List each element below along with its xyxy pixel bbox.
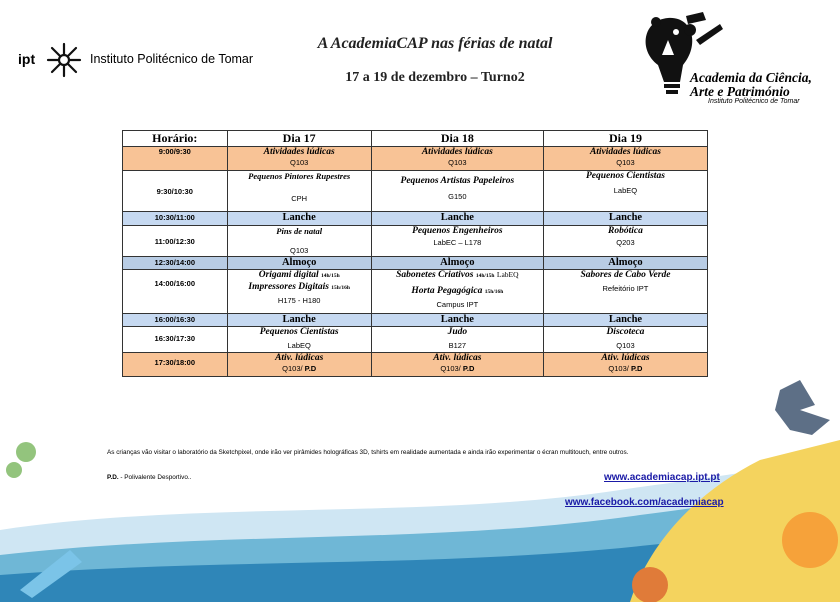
activity-time: 15h/16h [331, 285, 350, 291]
decorative-background-illustration [0, 380, 840, 602]
time-cell: 12:30/14:00 [123, 257, 228, 270]
break-cell: Almoço [543, 257, 707, 270]
ipt-short-name: ipt [18, 51, 36, 67]
activity-cell [543, 226, 707, 257]
time-cell: 14:00/16:00 [123, 270, 228, 314]
time-cell: 11:00/12:30 [123, 226, 228, 257]
activity-title: Sabonetes Criativos [396, 270, 474, 280]
activity-name: Pequenos Cientistas [585, 171, 665, 181]
activity-cell [543, 353, 707, 377]
activity-cell [371, 327, 543, 353]
activity-name: Judo [447, 327, 468, 337]
ipt-full-name: Instituto Politécnico de Tomar [90, 52, 254, 66]
activity-name: Pequenos Pintores Rupestres [248, 171, 351, 181]
cap-logo-line1: Academia da Ciência, [690, 70, 812, 85]
time-cell: 17:30/18:00 [123, 353, 228, 377]
activity-room: Q103/ [440, 364, 461, 373]
activity-time: 15h/16h [484, 289, 504, 295]
activity-room: Q103/ [608, 364, 629, 373]
pd-text: - Polivalente Desportivo.. [118, 474, 192, 481]
activity-name: Atividades lúdicas [263, 147, 335, 157]
activity-name: Ativ. lúdicas [433, 353, 482, 363]
activity-name: Atividades lúdicas [589, 147, 661, 157]
break-cell: Lanche [227, 314, 371, 327]
activity-cell [227, 327, 371, 353]
activity-cell [543, 171, 707, 212]
table-row [123, 212, 708, 226]
activity-location: Q203 [616, 238, 635, 247]
activity-room: Q103/ [282, 364, 303, 373]
activity-location: H175 - H180 [277, 296, 321, 305]
break-cell: Lanche [371, 314, 543, 327]
cap-logo-line2: Arte e Património [690, 84, 790, 99]
activity-location [228, 364, 371, 373]
time-cell: 16:00/16:30 [123, 314, 228, 327]
activity-location [372, 364, 543, 373]
activity-cell [227, 147, 371, 171]
activity-location: LabEC – L178 [433, 238, 482, 247]
table-row [123, 270, 708, 314]
break-cell: Almoço [227, 257, 371, 270]
activity-pd: P.D [462, 364, 475, 373]
break-cell: Almoço [371, 257, 543, 270]
activity-name: Pins de natal [276, 226, 323, 236]
activity-location: Refeitório IPT [602, 284, 649, 293]
time-cell: 9:30/10:30 [123, 171, 228, 212]
break-cell: Lanche [543, 212, 707, 226]
activity-cell [543, 270, 707, 314]
activity-time: 14h/15h [475, 273, 495, 279]
activity-location [544, 364, 707, 373]
activity-location: Q103 [616, 158, 635, 167]
page-title: A AcademiaCAP nas férias de natal [317, 35, 553, 52]
activity-location: Q103 [616, 341, 635, 350]
time-cell: 9:00/9:30 [123, 147, 228, 171]
activity-cell [371, 147, 543, 171]
activity-name [228, 270, 371, 282]
activity-cell [227, 353, 371, 377]
activity-name: Atividades lúdicas [421, 147, 493, 157]
table-row [123, 314, 708, 327]
activity-name [228, 282, 371, 294]
footer-note: As crianças vão visitar o laboratório da Sketchpixel, onde irão ver pirâmides holográficas 3D, tshirts em realidade aumentada e ainda irão experimentar o écran multitouch, entre outros. [107, 449, 629, 456]
table-row [123, 147, 708, 171]
activity-name: Ativ. lúdicas [275, 353, 324, 363]
activity-cell [371, 270, 543, 314]
break-cell: Lanche [371, 212, 543, 226]
header-dia18: Dia 18 [371, 131, 543, 147]
pd-label: P.D. [107, 474, 119, 481]
header-horario: Horário: [123, 131, 228, 147]
activity-title: Impressores Digitais [248, 282, 329, 292]
table-header-row [123, 131, 708, 147]
table-row [123, 257, 708, 270]
page-subtitle: 17 a 19 de dezembro – Turno2 [345, 70, 525, 85]
activity-name: Sabores de Cabo Verde [580, 270, 671, 280]
table-row [123, 327, 708, 353]
activity-pd: P.D [630, 364, 643, 373]
activity-name [372, 270, 543, 282]
website-link[interactable]: www.academiacap.ipt.pt [604, 472, 720, 483]
header-dia17: Dia 17 [227, 131, 371, 147]
activity-name: Discoteca [606, 327, 645, 337]
table-row [123, 353, 708, 377]
activity-cell [371, 353, 543, 377]
activity-name: Pequenos Cientistas [259, 327, 339, 337]
activity-cell [543, 147, 707, 171]
activity-name: Pequenos Artistas Papeleiros [400, 176, 515, 186]
activity-location: Campus IPT [436, 300, 479, 309]
activity-name [372, 286, 543, 298]
activity-title: Horta Pegagógica [411, 286, 483, 296]
activity-pd: P.D [304, 364, 317, 373]
table-row [123, 171, 708, 212]
activity-time: 14h/15h [321, 273, 340, 279]
activity-location: CPH [291, 194, 308, 203]
activity-location: B127 [448, 341, 467, 350]
activity-location: G150 [448, 192, 467, 201]
schedule-table [122, 130, 708, 377]
activity-cell [227, 270, 371, 314]
activity-location: Q103 [290, 158, 309, 167]
activity-name: Pequenos Engenheiros [412, 226, 503, 236]
activity-cell [371, 171, 543, 212]
break-cell: Lanche [543, 314, 707, 327]
activity-cell [227, 226, 371, 257]
activity-location: LabEQ [613, 186, 638, 195]
activity-location: Q103 [290, 246, 309, 255]
table-row [123, 226, 708, 257]
activity-cell [371, 226, 543, 257]
facebook-link[interactable]: www.facebook.com/academiacap [565, 497, 724, 508]
activity-location: Q103 [448, 158, 467, 167]
activity-name: Ativ. lúdicas [601, 353, 650, 363]
header-dia19: Dia 19 [543, 131, 707, 147]
pd-legend [107, 474, 191, 481]
activity-name: Robótica [608, 226, 643, 236]
time-cell: 16:30/17:30 [123, 327, 228, 353]
cap-logo-line3: Instituto Politécnico de Tomar [708, 98, 800, 105]
activity-location: LabEQ [496, 270, 519, 279]
activity-title: Origami digital [258, 270, 319, 280]
activity-cell [543, 327, 707, 353]
activity-cell [227, 171, 371, 212]
time-cell: 10:30/11:00 [123, 212, 228, 226]
activity-location: LabEQ [287, 341, 311, 350]
break-cell: Lanche [227, 212, 371, 226]
